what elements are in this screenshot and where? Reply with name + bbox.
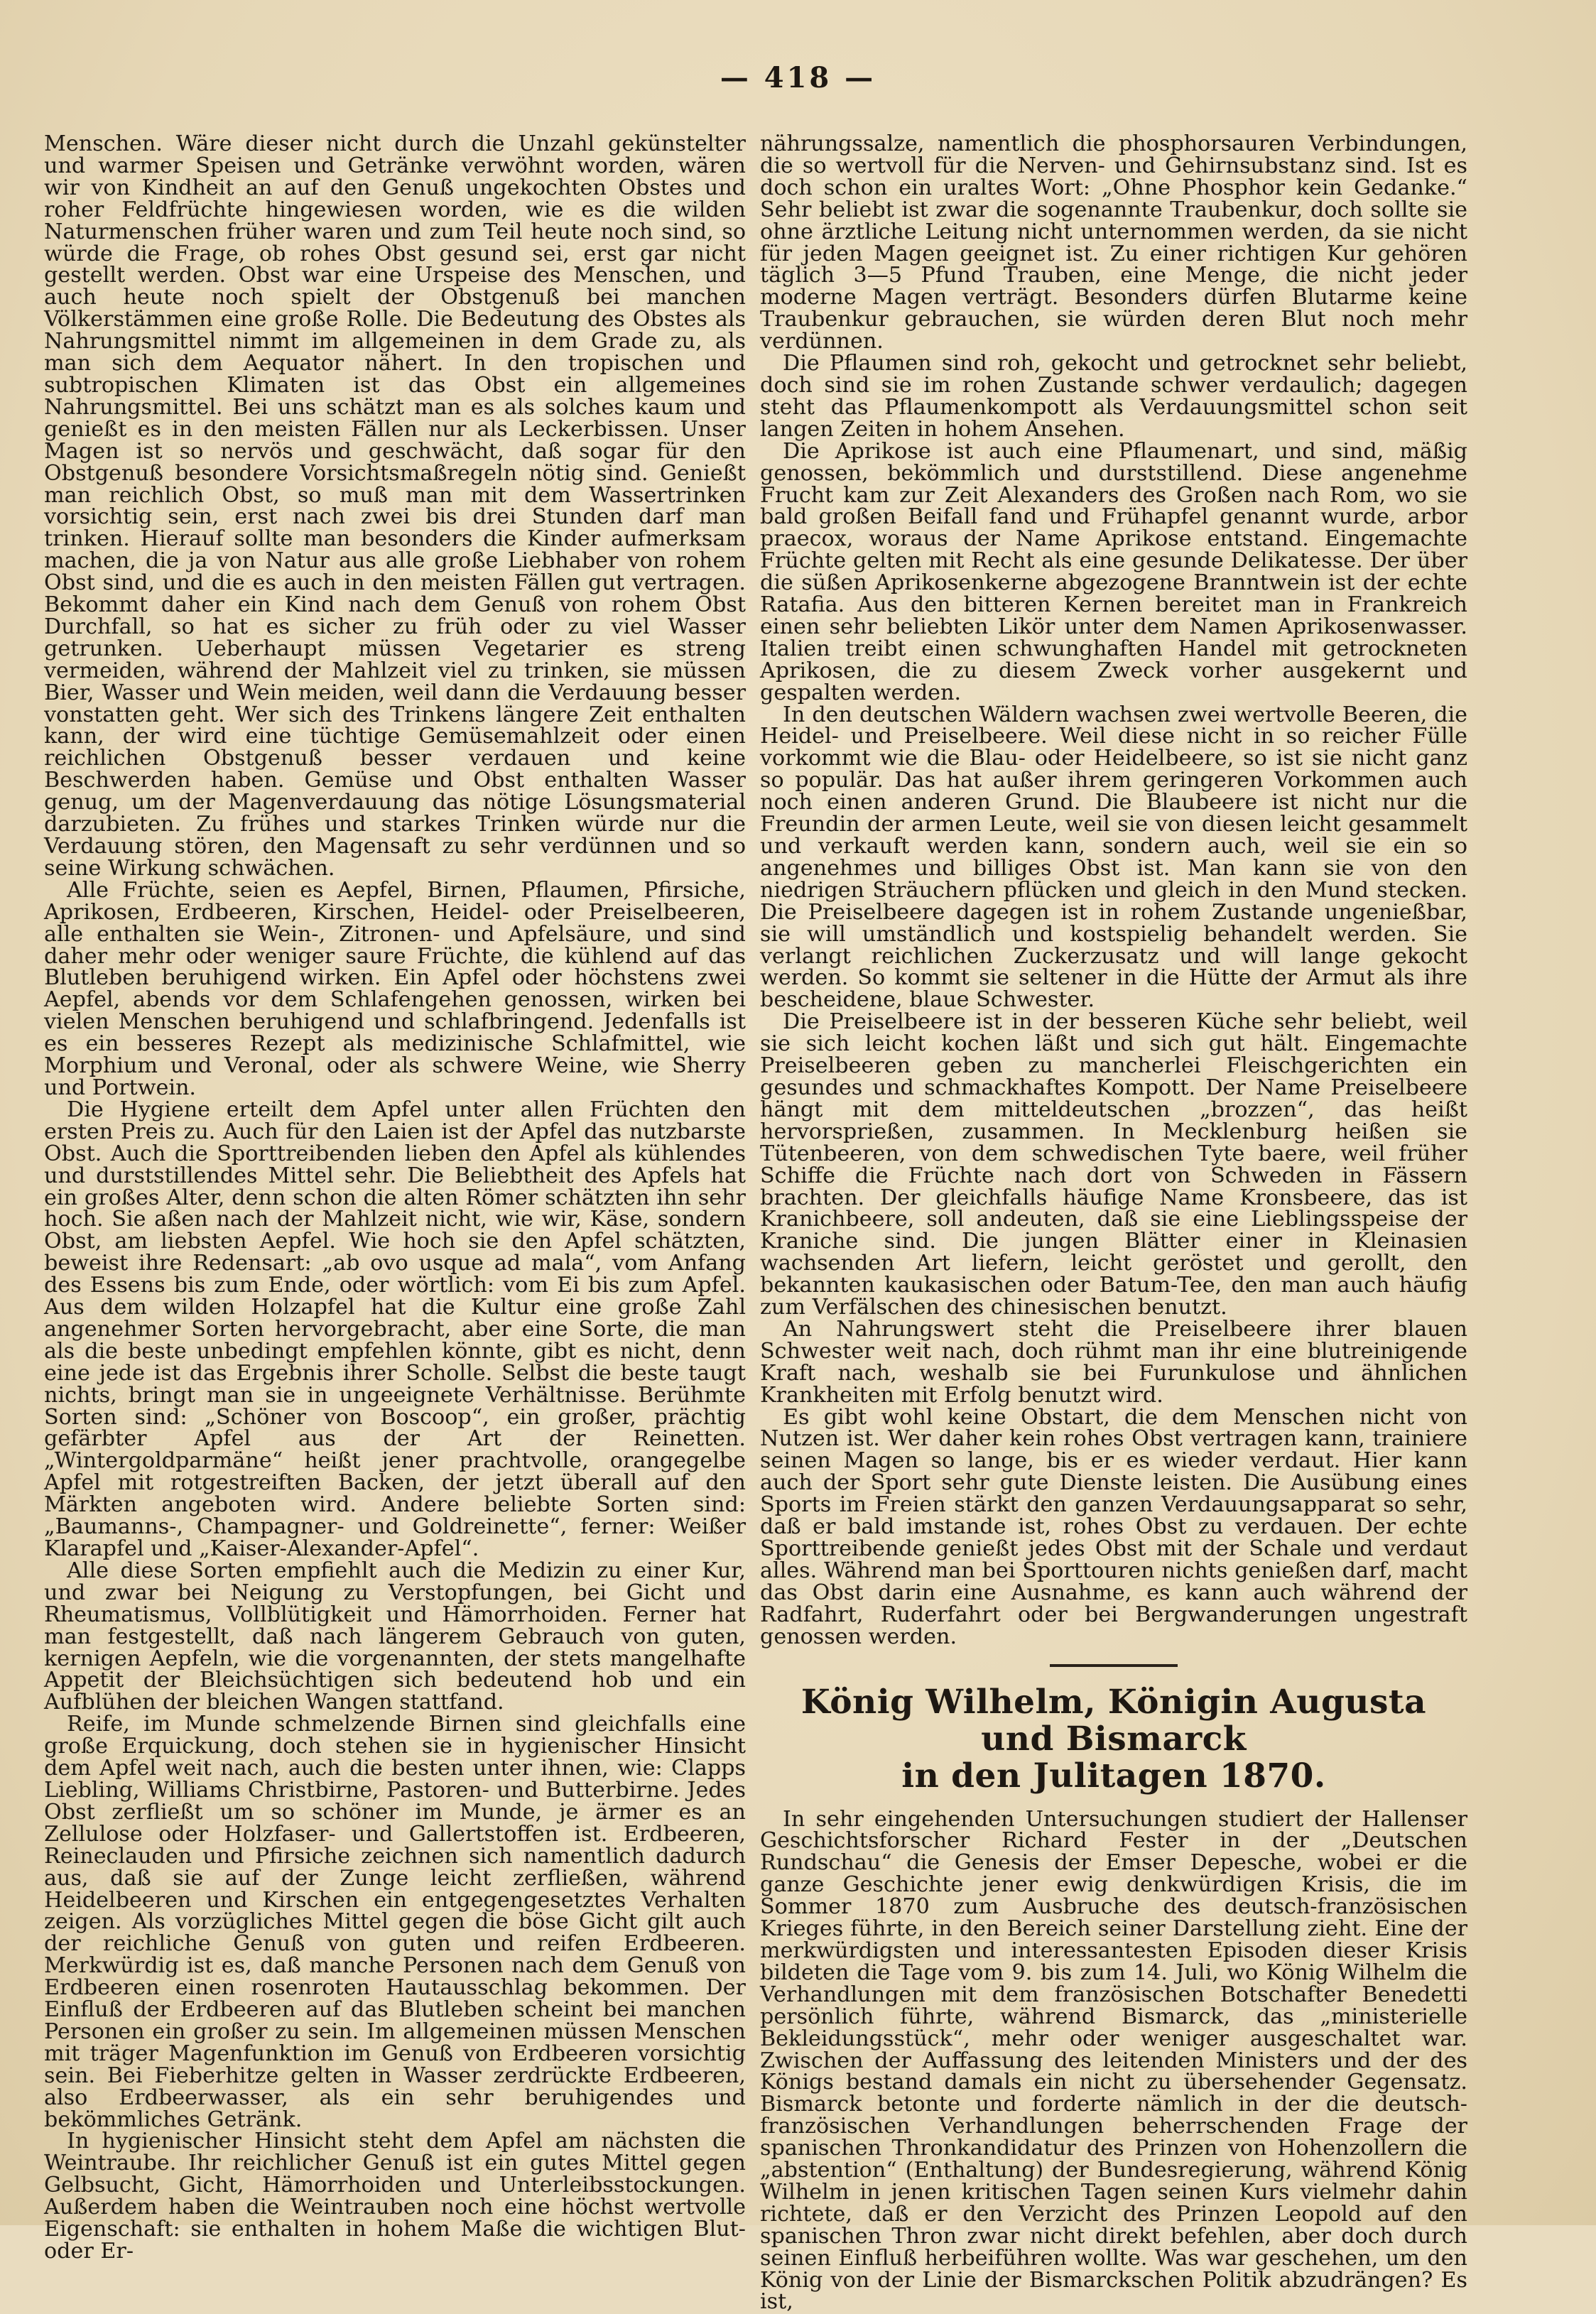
article-body: In sehr eingehenden Untersuchungen studiert der Hallenser Geschichtsforscher Richard Fester in der „Deutschen Rundschau“ die Genesis der Emser Depesche, wobei er die ganze Geschichte jener ewig denkwürdigen Krisis, die im Sommer 1870 zum Ausbruche des deutsch-französischen Krieges führte, in den Bereich seiner Darstellung zieht. Eine der merkwürdigsten und interessantesten Episoden dieser Krisis bildeten die Tage vom 9. bis zum 14. Juli, wo König Wilhelm die Verhandlungen mit dem französischen Botschafter Benedetti persönlich führte, während Bismarck, das „ministerielle Bekleidungsstück“, mehr oder weniger ausgeschaltet war. Zwischen der Auffassung des leitenden Ministers und der des Königs bestand damals ein nicht zu übersehender Gegensatz. Bismarck betonte und forderte nämlich in der die deutsch-französischen Verhandlungen beherrschenden Frage der spanischen Thronkandidatur des Prinzen von Hohenzollern die „abstention“ (Enthaltung) der Bundesregierung, während König Wilhelm in jenen kritischen Tagen seinen Kurs vielmehr dahin richtete, daß er den Verzicht des Prinzen Leopold auf den spanischen Thron zwar nicht direkt befehlen, aber doch durch seinen Einfluß herbeiführen wollte. Was war geschehen, um den König von der Linie der Bismarckschen Politik abzudrängen? Es ist, [760, 1806, 1467, 2314]
paragraph: Alle diese Sorten empfiehlt auch die Medizin zu einer Kur, und zwar bei Neigung zu Verstopfungen, bei Gicht und Rheumatismus, Vollblütigkeit und Hämorrhoiden. Ferner hat man festgestellt, daß nach längerem Gebrauch von guten, kernigen Aepfeln, wie die vorgenannten, der stets mangelhafte Appetit der Bleichsüchtigen sich bedeutend hob und ein Aufblühen der bleichen Wangen stattfand. [44, 1558, 746, 1715]
page-number: — 418 — [720, 61, 876, 94]
paragraph: In den deutschen Wäldern wachsen zwei wertvolle Beeren, die Heidel- und Preiselbeere. Weil diese nicht in so reicher Fülle vorkommt wie die Blau- oder Heidelbeere, so ist sie nicht ganz so populär. Das hat außer ihrem geringeren Vorkommen auch noch einen anderen Grund. Die Blaubeere ist nicht nur die Freundin der armen Leute, weil sie von diesen leicht gesammelt und verkauft werden kann, sondern auch, weil sie ein so angenehmes und billiges Obst ist. Man kann sie von den niedrigen Sträuchern pflücken und gleich in den Mund stecken. Die Preiselbeere dagegen ist in rohem Zustande ungenießbar, sie will umständlich und kostspielig behandelt werden. Sie verlangt reichlichen Zuckerzusatz und will lange gekocht werden. So kommt sie seltener in die Hütte der Armut als ihre bescheidene, blaue Schwester. [760, 702, 1467, 1013]
paragraph: Die Hygiene erteilt dem Apfel unter allen Früchten den ersten Preis zu. Auch für den Laien ist der Apfel das nutzbarste Obst. Auch die Sporttreibenden lieben den Apfel als kühlendes und durststillendes Mittel sehr. Die Beliebtheit des Apfels hat ein großes Alter, denn schon die alten Römer schätzten ihn sehr hoch. Sie aßen nach der Mahlzeit nicht, wie wir, Käse, sondern Obst, am liebsten Aepfel. Wie hoch sie den Apfel schätzten, beweist ihre Redensart: „ab ovo usque ad mala“, vom Anfang des Essens bis zum Ende, oder wörtlich: vom Ei bis zum Apfel. Aus dem wilden Holzapfel hat die Kultur eine große Zahl angenehmer Sorten hervorgebracht, aber eine Sorte, die man als die beste unbedingt empfehlen könnte, gibt es nicht, denn eine jede ist das Ergebnis ihrer Scholle. Selbst die beste taugt nichts, bringt man sie in ungeeignete Verhältnisse. Berühmte Sorten sind: „Schöner von Boscoop“, ein großer, prächtig gefärbter Apfel aus der Art der Reinetten. „Wintergoldparmäne“ heißt jener prachtvolle, orangegelbe Apfel mit rotgestreiften Backen, der jetzt überall auf den Märkten angeboten wird. Andere beliebte Sorten sind: „Baumanns-, Champagner- und Goldreinette“, ferner: Weißer Klarapfel und „Kaiser-Alexander-Apfel“. [44, 1097, 746, 1561]
paragraph: Menschen. Wäre dieser nicht durch die Unzahl gekünstelter und warmer Speisen und Getränke verwöhnt worden, wären wir von Kindheit an auf den Genuß ungekochten Obstes und roher Feldfrüchte hingewiesen worden, wie es die wilden Naturmenschen früher waren und zum Teil heute noch sind, so würde die Frage, ob rohes Obst gesund sei, erst gar nicht gestellt werden. Obst war eine Urspeise des Menschen, und auch heute noch spielt der Obstgenuß bei manchen Völkerstämmen eine große Rolle. Die Bedeutung des Obstes als Nahrungsmittel nimmt im allgemeinen in dem Grade zu, als man sich dem Aequator nähert. In den tropischen und subtropischen Klimaten ist das Obst ein allgemeines Nahrungsmittel. Bei uns schätzt man es als solches kaum und genießt es in den meisten Fällen nur als Leckerbissen. Unser Magen ist so nervös und geschwächt, daß sogar für den Obstgenuß besondere Vorsichtsmaßregeln nötig sind. Genießt man reichlich Obst, so muß man mit dem Wassertrinken vorsichtig sein, erst nach zwei bis drei Stunden darf man trinken. Hierauf sollte man besonders die Kinder aufmerksam machen, die ja von Natur aus alle große Liebhaber von rohem Obst sind, und die es auch in den meisten Fällen gut vertragen. Bekommt daher ein Kind nach dem Genuß von rohem Obst Durchfall, so hat es sicher zu früh oder zu viel Wasser getrunken. Ueberhaupt müssen Vegetarier es streng vermeiden, während der Mahlzeit viel zu trinken, sie müssen Bier, Wasser und Wein meiden, weil dann die Verdauung besser vonstatten geht. Wer sich des Trinkens längere Zeit enthalten kann, der wird eine tüchtige Gemüsemahlzeit oder einen reichlichen Obstgenuß besser verdauen und keine Beschwerden haben. Gemüse und Obst enthalten Wasser genug, um der Magenverdauung das nötige Lösungsmaterial darzubieten. Zu frühes und starkes Trinken würde nur die Verdauung stören, den Magensaft zu sehr verdünnen und so seine Wirkung schwächen. [44, 131, 746, 881]
paragraph: nährungssalze, namentlich die phosphorsauren Verbindungen, die so wertvoll für die Nerven- und Gehirnsubstanz sind. Ist es doch schon ein uraltes Wort: „Ohne Phosphor kein Gedanke.“ Sehr beliebt ist zwar die sogenannte Traubenkur, doch sollte sie ohne ärztliche Leitung nicht unternommen werden, da sie nicht für jeden Magen geeignet ist. Zu einer richtigen Kur gehören täglich 3—5 Pfund Trauben, eine Menge, die nicht jeder moderne Magen verträgt. Besonders dürfen Blutarme keine Traubenkur gebrauchen, sie würden deren Blut noch mehr verdünnen. [760, 131, 1467, 354]
paragraph: Alle Früchte, seien es Aepfel, Birnen, Pflaumen, Pfirsiche, Aprikosen, Erdbeeren, Kirschen, Heidel- oder Preiselbeeren, alle enthalten sie Wein-, Zitronen- und Apfelsäure, und sind daher mehr oder weniger saure Früchte, die kühlend auf das Blutleben beruhigend wirken. Ein Apfel oder höchstens zwei Aepfel, abends vor dem Schlafengehen genossen, wirken bei vielen Menschen beruhigend und schlafbringend. Jedenfalls ist es ein besseres Rezept als medizinische Schlafmittel, wie Morphium und Veronal, oder als schwere Weine, wie Sherry und Portwein. [44, 877, 746, 1100]
right-column [760, 131, 1467, 2314]
headline-line: in den Julitagen 1870. [901, 1756, 1326, 1796]
paragraph: Die Aprikose ist auch eine Pflaumenart, und sind, mäßig genossen, bekömmlich und durststillend. Diese angenehme Frucht kam zur Zeit Alexanders des Großen nach Rom, wo sie bald großen Beifall fand und Frühapfel genannt wurde, arbor praecox, woraus der Name Aprikose entstand. Eingemachte Früchte gelten mit Recht als eine gesunde Delikatesse. Der über die süßen Aprikosenkerne abgezogene Branntwein ist der echte Ratafia. Aus den bitteren Kernen bereitet man in Frankreich einen sehr beliebten Likör unter dem Namen Aprikosenwasser. Italien treibt einen schwunghaften Handel mit getrockneten Aprikosen, die zu diesem Zweck vorher ausgekernt und gespalten werden. [760, 438, 1467, 705]
left-column [44, 131, 746, 2264]
paragraph: Die Pflaumen sind roh, gekocht und getrocknet sehr beliebt, doch sind sie im rohen Zustande schwer verdaulich; dagegen steht das Pflaumenkompott als Verdauungsmittel schon seit langen Zeiten in hohem Ansehen. [760, 351, 1467, 442]
paragraph: Es gibt wohl keine Obstart, die dem Menschen nicht von Nutzen ist. Wer daher kein rohes Obst vertragen kann, trainiere seinen Magen so lange, bis er es wieder verdaut. Hier kann auch der Sport sehr gute Dienste leisten. Die Ausübung eines Sports im Freien stärkt den ganzen Verdauungsapparat so sehr, daß er bald imstande ist, rohes Obst zu verdauen. Der echte Sporttreibende genießt jedes Obst mit der Schale und verdaut alles. Während man bei Sporttouren nichts genießen darf, macht das Obst darin eine Ausnahme, es kann auch während der Radfahrt, Ruderfahrt oder bei Bergwanderungen ungestraft genossen werden. [760, 1404, 1467, 1649]
paragraph: Reife, im Munde schmelzende Birnen sind gleichfalls eine große Erquickung, doch stehen sie in hygienischer Hinsicht dem Apfel weit nach, auch die besten unter ihnen, wie: Clapps Liebling, Williams Christbirne, Pastoren- und Butterbirne. Jedes Obst zerfließt um so schöner im Munde, je ärmer es an Zellulose oder Holzfaser- und Gallertstoffen ist. Erdbeeren, Reineclauden und Pfirsiche zeichnen sich namentlich dadurch aus, daß sie auf der Zunge leicht zerfließen, während Heidelbeeren und Kirschen ein entgegengesetztes Verhalten zeigen. Als vorzügliches Mittel gegen die böse Gicht gilt auch der reichliche Genuß von guten und reifen Erdbeeren. Merkwürdig ist es, daß manche Personen nach dem Genuß von Erdbeeren einen rosenroten Hautausschlag bekommen. Der Einfluß der Erdbeeren auf das Blutleben scheint bei manchen Personen ein großer zu sein. Im allgemeinen müssen Menschen mit träger Magenfunktion im Genuß von Erdbeeren vorsichtig sein. Bei Fieberhitze gelten in Wasser zerdrückte Erdbeeren, also Erdbeerwasser, als ein sehr beruhigendes und bekömmliches Getränk. [44, 1712, 746, 2132]
paragraph: In hygienischer Hinsicht steht dem Apfel am nächsten die Weintraube. Ihr reichlicher Genuß ist ein gutes Mittel gegen Gelbsucht, Gicht, Hämorrhoiden und Unterleibsstockungen. Außerdem haben die Weintrauben noch eine höchst wertvolle Eigenschaft: sie enthalten in hohem Maße die wichtigen Blut- oder Er- [44, 2129, 746, 2264]
section-divider [1050, 1664, 1178, 1667]
paragraph: An Nahrungswert steht die Preiselbeere ihrer blauen Schwester weit nach, doch rühmt man ihr eine blutreinigende Kraft nach, weshalb sie bei Furunkulose und ähnlichen Krankheiten mit Erfolg benutzt wird. [760, 1316, 1467, 1408]
article-headline [760, 1684, 1467, 1795]
paragraph: Die Preiselbeere ist in der besseren Küche sehr beliebt, weil sie sich leicht kochen läßt und sich gut hält. Eingemachte Preiselbeeren geben zu mancherlei Fleischgerichten ein gesundes und schmackhaftes Kompott. Der Name Preiselbeere hängt mit dem mitteldeutschen „brozzen“, das heißt hervorsprießen, zusammen. In Mecklenburg heißen sie Tütenbeeren, von dem schwedischen Tyte baere, weil früher Schiffe die Früchte nach dort von Schweden in Fässern brachten. Der gleichfalls häufige Name Kronsbeere, das ist Kranichbeere, soll andeuten, daß sie eine Lieblingsspeise der Kraniche sind. Die jungen Blätter einer in Kleinasien wachsenden Art liefern, leicht geröstet und gerollt, den bekannten kaukasischen oder Batum-Tee, den man auch häufig zum Verfälschen des chinesischen benutzt. [760, 1009, 1467, 1320]
headline-line: König Wilhelm, Königin Augusta und Bismarck [800, 1682, 1427, 1759]
